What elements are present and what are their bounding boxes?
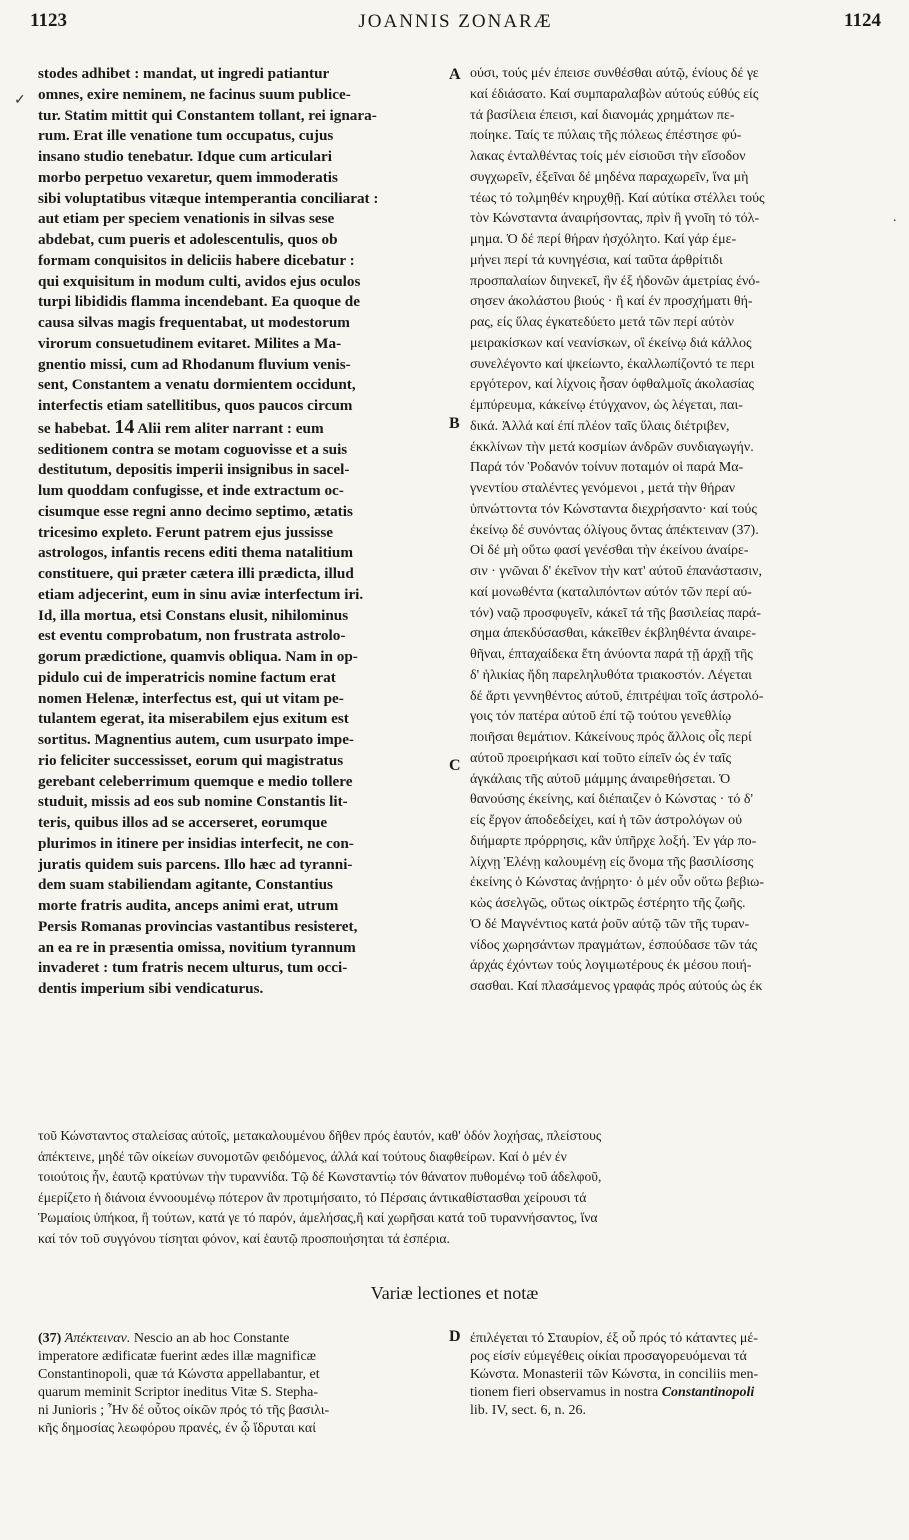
greek-line: προσπαλαίων διηνεκεῖ, ἣν έξ ἡδονῶν άμετρίας ένό- <box>470 273 760 289</box>
latin-line: destitutum, depositis imperii insignibus in sacel- <box>38 461 350 479</box>
greek-line: τά βασίλεια έπεισι, καί διανομάς χρημάτων πε- <box>470 107 735 123</box>
greek-line: ούσι, τούς μέν έπεισε συνθέσθαι αύτῷ, ένίους δέ γε <box>470 66 759 81</box>
greek-full-line: τοιούτοις ἦν, ἑαυτῷ κρατύνων τὴν τυραννίδα. Τῷ δέ Κωνσταντίῳ τόν θάνατον πυθομένῳ τοῦ άδελφοῦ, <box>38 1169 602 1184</box>
marginal-mark-2: . <box>893 210 897 225</box>
note-line: Κώνστα. Monasterii τῶν Κώνστα, in conciliis men- <box>470 1367 759 1382</box>
latin-line: nomen Helenæ, interfectus est, qui ut vitam pe- <box>38 689 344 707</box>
greek-line: σιν · γνῶναι δ' έκεῖνον τὴν κατ' αύτοῦ έπανάστασιν, <box>470 564 762 579</box>
greek-line: ὑπνώττοντα τόν Κώνσταντα διεχρήσαντο· καί τούς <box>470 501 757 517</box>
latin-line: gerebant celeberrimum quemque e medio tollere <box>38 772 353 790</box>
note-line: imperatore ædificatæ fuerint ædes illæ magnificæ <box>38 1349 316 1364</box>
latin-line: turpi libididis flamma incendebant. Ea quoque de <box>38 293 360 311</box>
latin-line: pidulo cui de imperatricis nomine factum erat <box>38 668 336 686</box>
greek-full-line: τοῦ Κώνσταντος σταλείσας αύτοῖς, μετακαλουμένου δῆθεν πρός ἑαυτόν, καθ' ὁδόν λοχήσας, πλείστους <box>38 1128 602 1143</box>
greek-line: κὼς άσελγῶς, οὕτως οίκτρῶς έστέρητο τῆς ζωῆς. <box>470 896 746 911</box>
latin-column <box>38 64 443 1000</box>
latin-line: omnes, exire neminem, ne facinus suum publice- <box>38 85 351 103</box>
greek-line: δ' ἡλικίας ἤδη παρεληλυθότα τριακοστόν. Λέγεται <box>470 667 752 683</box>
note-number: (37) <box>38 1331 62 1346</box>
latin-line: constituere, qui præter cætera illi prædicta, illud <box>38 565 354 582</box>
latin-line-with-section <box>38 417 443 440</box>
greek-column <box>470 64 880 998</box>
note-line: quarum meminit Scriptor ineditus Vitæ S. Stepha- <box>38 1385 319 1400</box>
greek-line: μειρακίσκων καί νεανίσκων, οἳ έκείνῳ διά κάλλος <box>470 335 752 351</box>
greek-line: δέ ἄρτι γεννηθέντος αύτοῦ, έπιτρέψαι τοῖς άστρολό- <box>470 688 764 704</box>
note-line <box>38 1330 443 1348</box>
latin-line: abdebat, cum pueris et adolescentulis, quos ob <box>38 231 338 248</box>
greek-line: λίχνῃ Ἑλένῃ καλουμένῃ είς ὄνομα τῆς βασιλίσσης <box>470 854 754 870</box>
greek-line: σασθαι. Καί πλασάμενος γραφάς πρός αύτούς ὡς έκ <box>470 979 763 994</box>
greek-line: καί μονωθέντα (καταλιπόντων αύτόν τῶν περί αύ- <box>470 584 752 600</box>
page-header <box>30 10 881 46</box>
left-page-number: 1123 <box>30 10 67 31</box>
greek-line: συνελέγοντο καί ψκείωντο, έκαλλωπίζοντό τε περι <box>470 356 755 372</box>
greek-line: τέως τό τολμηθέν κηρυχθῇ. Καί αύτίκα στέλλει τούς <box>470 190 765 206</box>
latin-line: invaderet : tum fratris necem ulturus, tum occi- <box>38 959 348 977</box>
latin-line: morbo perpetuo vexaretur, quem immoderatis <box>38 168 338 186</box>
latin-line: morte fratris audita, anceps animi erat, utrum <box>38 897 339 914</box>
latin-line: Persis Romanas provincias vastantibus resisteret, <box>38 917 358 935</box>
note-line: Constantinopoli, quæ τά Κώνστα appellabantur, et <box>38 1367 320 1382</box>
greek-line: ποιῆσαι θεμάτιον. Κάκείνους πρός ἄλλοις οἷς περί <box>470 730 752 745</box>
greek-line: διήμαρτε πρόρρησις, κἂν ὑπῆρχε λοξή. Ἐν γάρ πο- <box>470 833 757 849</box>
notes-heading: Variæ lectiones et notæ <box>370 1283 539 1303</box>
latin-line: lum quoddam confugisse, et inde extractum oc- <box>38 482 344 499</box>
greek-line: μημα. Ὁ δέ περί θήραν ἠσχόλητο. Καί γάρ έμε- <box>470 232 737 247</box>
greek-line: σημα άπεκδύσασθαι, κάκεῖθεν έκβληθέντα άναιρε- <box>470 626 757 642</box>
latin-line: tulantem egerat, ita miserabilem ejus exitum est <box>38 710 349 728</box>
latin-line: gorum prædictione, quamvis obliqua. Nam in op- <box>38 648 358 665</box>
right-page-number: 1124 <box>844 10 881 31</box>
greek-line: είς ἔργον άποδεδείχει, καί ἡ τῶν άστρολόγων οὐ <box>470 813 743 828</box>
latin-line-part: se habebat. <box>38 419 111 437</box>
greek-line: Παρά τόν Ῥοδανόν τοίνυν ποταμόν οἱ παρά Μα- <box>470 460 744 476</box>
greek-line: εργότερον, καί λίχνοις ἦσαν όφθαλμοῖς άκολασίας <box>470 377 754 393</box>
latin-line: plurimos in itinere per insidias interfecit, ne con- <box>38 834 354 852</box>
latin-line: juratis quidem suis parcens. Illo hæc ad tyranni- <box>38 855 353 873</box>
latin-line: qui exquisitum in modum culti, avidos ejus oculos <box>38 272 361 290</box>
note-line: ni Junioris ; Ἦν δέ οὗτος οίκῶν πρός τό τῆς βασιλι- <box>38 1403 330 1418</box>
greek-line: Οἱ δέ μὴ οὕτω φασί γενέσθαι τὴν έκείνου άναίρε- <box>470 543 749 559</box>
latin-line: tricesimo expleto. Ferunt patrem ejus jussisse <box>38 523 333 541</box>
latin-line: sibi voluptatibus vitæque intemperantia conciliarat : <box>38 189 379 207</box>
greek-line: νίδος χωρησάντων πραγμάτων, έσπούδασε τῶν τάς <box>470 937 758 953</box>
greek-line: καί έδιάσατο. Καί συμπαραλαβὼν αύτούς εύθύς είς <box>470 86 759 102</box>
greek-line: συγχωρεῖν, έξεῖναι δέ μηδένα παραχωρεῖν, ἵνα μὴ <box>470 169 749 185</box>
greek-line: έμπύρευμα, κάκείνῳ έτύγχανον, ὡς λέγεται, παι- <box>470 398 743 413</box>
greek-line: έκείνης ὁ Κώνστας ἀνῄρητο· ὁ μέν οὖν οὕτω βεβιω- <box>470 875 765 891</box>
note-line: ρος είσίν εύμεγέθεις οίκίαι προσαγορευόμεναι τά <box>470 1349 747 1364</box>
marginal-mark-1: ✓ <box>14 93 26 108</box>
note-right-column <box>470 1330 880 1420</box>
latin-line: rum. Erat ille venatione tum occupatus, cujus <box>38 127 334 145</box>
latin-line: sent, Constantem a venatu dormientem occidunt, <box>38 376 356 394</box>
latin-line: est eventu comprobatum, non frustrata astrolo- <box>38 627 346 645</box>
greek-line: έκείνῳ δέ συνόντας όλίγους ὄντας άπέκτειναν (37). <box>470 522 759 538</box>
note-line: έπιλέγεται τό Σταυρίον, έξ οὗ πρός τό κάταντες μέ- <box>470 1331 758 1346</box>
greek-line: έκκλίνων τὴν μετά κοσμίων άνδρῶν συνδιαγωγήν. <box>470 439 754 455</box>
greek-line: ρας, είς ὕλας έγκατεδύετο μετά τῶν περί αύτὸν <box>470 315 734 330</box>
margin-letter-d: D <box>449 1328 461 1345</box>
greek-line: γοις τόν πατέρα αύτοῦ έπί τῷ τούτου γενεθλίῳ <box>470 709 732 725</box>
greek-line: δικά. Ἀλλά καί έπί πλέον ταῖς ὕλαις διέτριβεν, <box>470 418 730 434</box>
latin-line: virorum consuetudinem evitaret. Milites a Ma- <box>38 334 342 352</box>
note-emphasis: Constantinopoli <box>661 1385 755 1400</box>
greek-full-line: άπέκτεινε, μηδέ τῶν οίκείων συνομοτῶν φειδόμενος, άλλά καί τούτους διαφθείρων. Καί ὁ μέν έν <box>38 1148 567 1164</box>
latin-line: stodes adhibet : mandat, ut ingredi patiantur <box>38 65 330 82</box>
greek-full-width-paragraph <box>38 1126 880 1249</box>
latin-line: tur. Statim mittit qui Constantem tollant, rei ignara- <box>38 106 377 124</box>
greek-line: γνεντίου σταλέντες γενόμενοι , μετά τὴν θήραν <box>470 481 736 496</box>
latin-line-part: Alii rem aliter narrant : eum <box>137 419 324 437</box>
greek-full-line: Ῥωμαίοις ὑπήκοα, ἢ τούτων, κατά γε τό παρόν, άμελήσας,ἢ καί χωρῆσαι κατά τοῦ τυραννήσαντος, ἵνα <box>38 1210 598 1225</box>
greek-line: θανούσης έκείνης, καί διέπαιζεν ὁ Κώνστας · τό δ' <box>470 792 754 808</box>
greek-line: άγκάλαις τῆς αύτοῦ μάμμης άναιρεθήσεται. Ὁ <box>470 771 731 787</box>
section-number: 14 <box>114 416 135 438</box>
greek-line: αύτοῦ προειρήκασι καί τοῦτο είπεῖν ὡς έν ταῖς <box>470 750 732 766</box>
latin-line: dentis imperium sibi vendicaturus. <box>38 980 264 997</box>
greek-line: τὸν Κώνσταντα άναιρήσοντας, πρὶν ἢ γνοῖη τό τόλ- <box>470 211 760 227</box>
latin-line: sortitus. Magnentius autem, cum usurpato impe- <box>38 731 354 748</box>
latin-line: Id, illa mortua, etsi Constans elusit, nihilominus <box>38 606 349 624</box>
greek-line: τόν) ναῷ προσφυγεῖν, κάκεῖ τά τῆς βασιλείας παρά- <box>470 605 761 621</box>
note-text: tionem fieri observamus in nostra <box>470 1385 659 1400</box>
latin-line: formam conquisitos in deliciis habere dicebatur : <box>38 251 355 269</box>
greek-line: ποίηκε. Ταίς τε πύλαις τῆς πόλεως έπέστησε φύ- <box>470 128 742 144</box>
margin-letter-b: B <box>449 415 460 432</box>
note-line: κῆς δημοσίας λεωφόρου πρανές, έν ᾧ ἵδρυται καί <box>38 1421 317 1436</box>
latin-line: causa silvas magis frequentabat, ut modestorum <box>38 314 350 331</box>
greek-line: Ὁ δέ Μαγνέντιος κατά ῥοῦν αύτῷ τῶν τῆς τυραν- <box>470 916 750 932</box>
latin-line: cisumque esse regni anno decimo septimo, ætatis <box>38 502 353 520</box>
latin-line: studuit, missis ad eos sub nomine Constantis lit- <box>38 793 348 811</box>
latin-line: interfectis etiam satellitibus, quos paucos circum <box>38 397 353 414</box>
margin-letter-a: A <box>449 66 461 83</box>
greek-line: άρχάς έχόντων τούς λογιμωτέρους έκ μέσου ποιή- <box>470 958 752 974</box>
greek-line: θῆναι, έπταχαίδεκα ἔτη άνύοντα παρά τῇ άρχῇ τῆς <box>470 647 753 662</box>
note-lemma: Άπέκτειναν. <box>64 1331 131 1346</box>
note-line <box>470 1384 880 1402</box>
running-title: JOANNIS ZONARÆ <box>358 11 553 32</box>
greek-line: σησεν άκολάστου βιούς · ἢ καί έν προσχήματι θή- <box>470 294 753 310</box>
note-line: lib. IV, sect. 6, n. 26. <box>470 1403 587 1418</box>
latin-line: gnentio missi, cum ad Rhodanum fluvium venis- <box>38 355 351 373</box>
latin-line: dem suam stabiliendam agitante, Constantius <box>38 876 333 894</box>
margin-letter-c: C <box>449 757 461 774</box>
greek-line: μήνει περί τά κυνηγέσια, καί ταῦτα άρθρίτιδι <box>470 252 723 268</box>
latin-line: rio feliciter successisset, eorum qui magistratus <box>38 751 344 769</box>
latin-line: teris, quibus illos ad se accerseret, eorumque <box>38 814 328 831</box>
latin-line: an ea re in præsentia omissa, novitium tyrannum <box>38 938 356 956</box>
latin-line: seditionem contra se motam coguovisse et a suis <box>38 440 348 458</box>
greek-line: λακας ένταλθέντας τοίς μέν είσιοῦσι τὴν εἴσοδον <box>470 149 746 164</box>
latin-line: aut etiam per speciem venationis in silvas sese <box>38 210 335 228</box>
latin-line: astrologos, infantis recens editi thema natalitium <box>38 544 353 562</box>
note-left-column <box>38 1330 443 1438</box>
latin-line: etiam adjecerint, eum in sinu aviæ interfectum iri. <box>38 585 364 603</box>
greek-full-line: έμερίζετο ἡ διάνοια έννοουμένῳ πότερον ἂν προτιμήσαιτο, τό Πέρσαις άντικαθίστασθαι χείρουσι τά <box>38 1189 587 1205</box>
note-text: Nescio an ab hoc Constante <box>133 1331 290 1346</box>
greek-full-line: καί τόν τοῦ συγγόνου τίσηται φόνον, καί ἑαυτῷ προσποιήσηται τά ἑσπέρια. <box>38 1230 450 1246</box>
latin-line: insano studio tenebatur. Idque cum articulari <box>38 148 332 165</box>
